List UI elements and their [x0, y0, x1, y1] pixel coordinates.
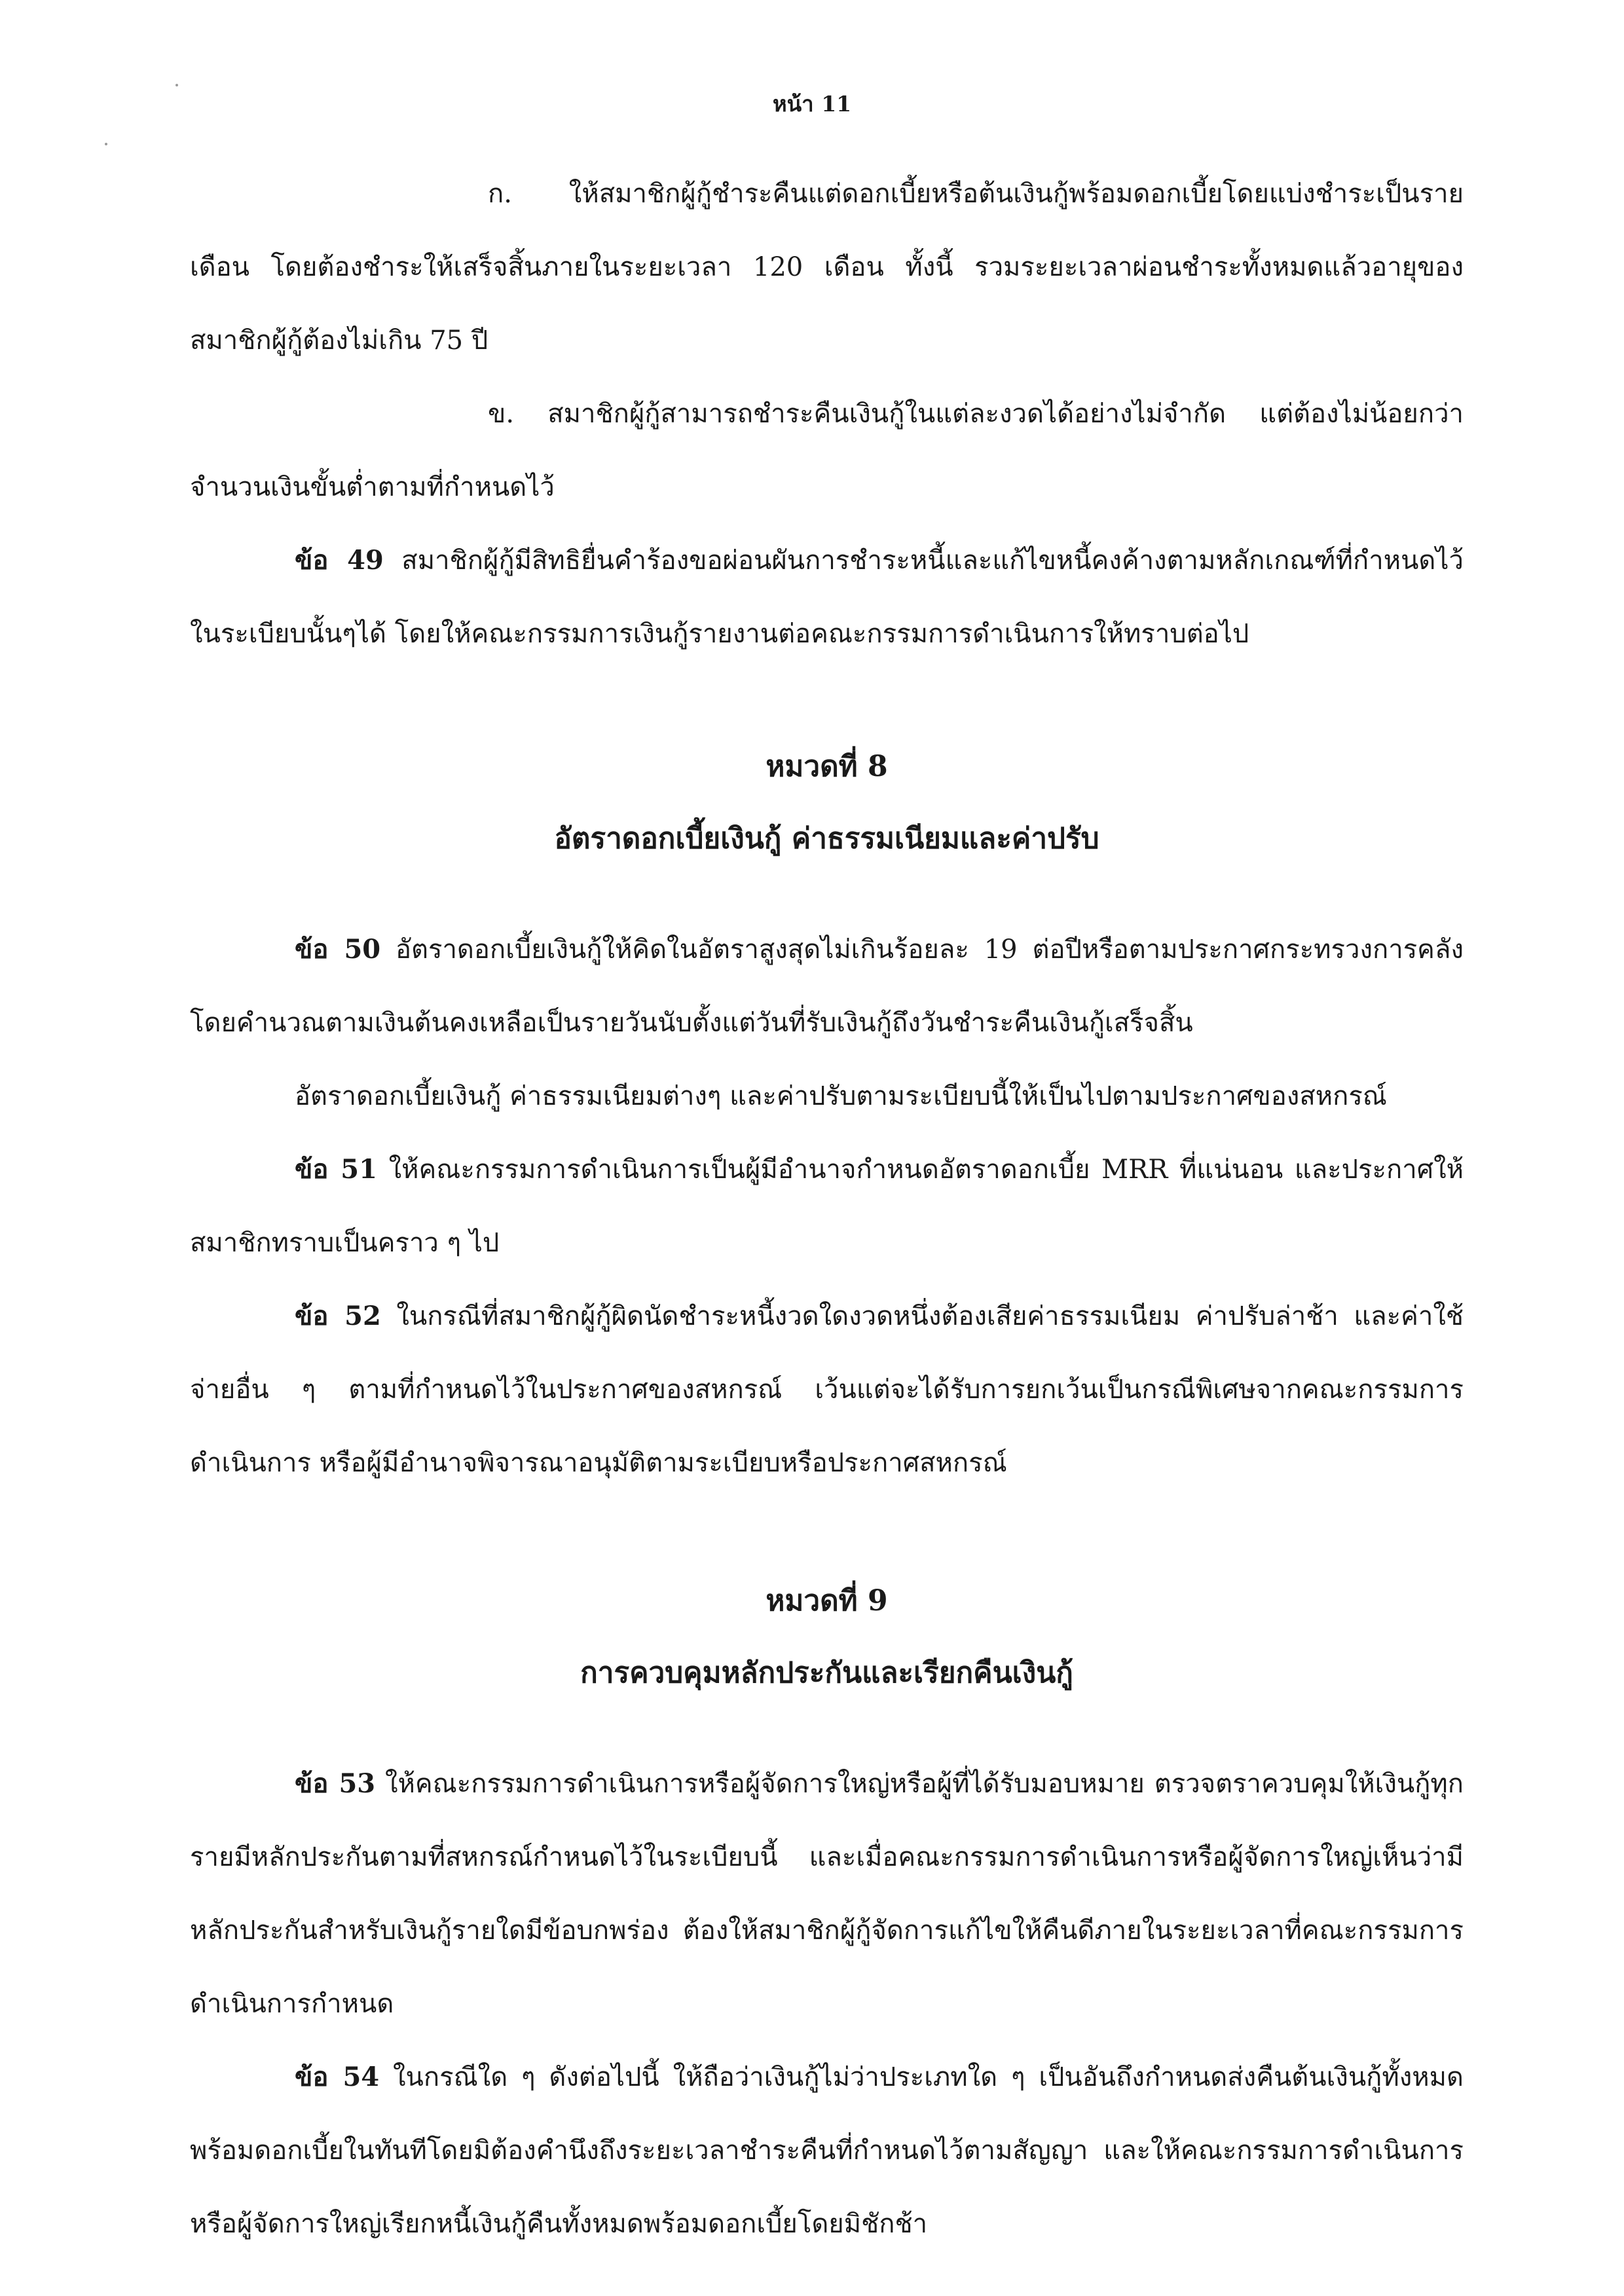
clause-54	[190, 2041, 1464, 2261]
clause-52	[190, 1280, 1464, 1500]
scan-speck	[175, 84, 178, 86]
clause-number: ข้อ 49	[295, 545, 384, 576]
scan-speck	[105, 143, 107, 145]
clause-number: ข้อ 54	[295, 2062, 380, 2092]
clause-number: ข้อ 52	[295, 1301, 381, 1331]
clause-text: ในกรณีที่สมาชิกผู้กู้ผิดนัดชำระหนี้งวดใดงวดหนึ่งต้องเสียค่าธรรมเนียม ค่าปรับล่าช้า และค่าใช้จ่ายอื่น ๆ ตามที่กำหนดไว้ในประกาศของสหกรณ์ เว้นแต่จะได้รับการยกเว้นเป็นกรณีพิเศษจากคณะกรรมการดำเนินการ หรือผู้มีอำนาจพิจารณาอนุมัติตามระเบียบหรือประกาศสหกรณ์	[190, 1301, 1464, 1478]
chapter-9-heading	[190, 1565, 1464, 1709]
clause-50	[190, 913, 1464, 1060]
interest-rate-paragraph: อัตราดอกเบี้ยเงินกู้ ค่าธรรมเนียมต่างๆ และค่าปรับตามระเบียบนี้ให้เป็นไปตามประกาศของสหกรณ์	[295, 1081, 1387, 1111]
clause-text: อัตราดอกเบี้ยเงินกู้ให้คิดในอัตราสูงสุดไม่เกินร้อยละ 19 ต่อปีหรือตามประกาศกระทรวงการคลัง โดยคำนวณตามเงินต้นคงเหลือเป็นรายวันนับตั้งแต่วันที่รับเงินกู้ถึงวันชำระคืนเงินกู้เสร็จสิ้น	[190, 935, 1464, 1038]
page-number: หน้า 11	[772, 91, 852, 117]
sub-item-ko: ก. ให้สมาชิกผู้กู้ชำระคืนแต่ดอกเบี้ยหรือต้นเงินกู้พร้อมดอกเบี้ยโดยแบ่งชำระเป็นรายเดือน โดยต้องชำระให้เสร็จสิ้นภายในระยะเวลา 120 เดือน ทั้งนี้ รวมระยะเวลาผ่อนชำระทั้งหมดแล้วอายุของสมาชิกผู้กู้ต้องไม่เกิน 75 ปี	[190, 179, 1464, 356]
chapter-title: หมวดที่ 9	[766, 1584, 888, 1618]
clause-49	[190, 524, 1464, 671]
chapter-title: หมวดที่ 8	[766, 750, 888, 783]
clause-51	[190, 1133, 1464, 1280]
sub-item-kho: ข. สมาชิกผู้กู้สามารถชำระคืนเงินกู้ในแต่ละงวดได้อย่างไม่จำกัด แต่ต้องไม่น้อยกว่าจำนวนเงินขั้นต่ำตามที่กำหนดไว้	[190, 399, 1464, 502]
clause-text: สมาชิกผู้กู้มีสิทธิยื่นคำร้องขอผ่อนผันการชำระหนี้และแก้ไขหนี้คงค้างตามหลักเกณฑ์ที่กำหนดไว้ในระเบียบนั้นๆได้ โดยให้คณะกรรมการเงินกู้รายงานต่อคณะกรรมการดำเนินการให้ทราบต่อไป	[190, 546, 1464, 649]
chapter-subtitle: การควบคุมหลักประกันและเรียกคืนเงินกู้	[580, 1656, 1073, 1690]
clause-text: ให้คณะกรรมการดำเนินการหรือผู้จัดการใหญ่หรือผู้ที่ได้รับมอบหมาย ตรวจตราควบคุมให้เงินกู้ทุกรายมีหลักประกันตามที่สหกรณ์กำหนดไว้ในระเบียบนี้ และเมื่อคณะกรรมการดำเนินการหรือผู้จัดการใหญ่เห็นว่ามีหลักประกันสำหรับเงินกู้รายใดมีข้อบกพร่อง ต้องให้สมาชิกผู้กู้จัดการแก้ไขให้คืนดีภายในระยะเวลาที่คณะกรรมการดำเนินการกำหนด	[190, 1769, 1464, 2019]
clause-number: ข้อ 50	[295, 934, 381, 965]
clause-text: ในกรณีใด ๆ ดังต่อไปนี้ ให้ถือว่าเงินกู้ไม่ว่าประเภทใด ๆ เป็นอันถึงกำหนดส่งคืนต้นเงินกู้ทั้งหมดพร้อมดอกเบี้ยในทันทีโดยมิต้องคำนึงถึงระยะเวลาชำระคืนที่กำหนดไว้ตามสัญญา และให้คณะกรรมการดำเนินการหรือผู้จัดการใหญ่เรียกหนี้เงินกู้คืนทั้งหมดพร้อมดอกเบี้ยโดยมิชักช้า	[190, 2062, 1464, 2239]
chapter-8-heading	[190, 731, 1464, 875]
document-body	[190, 157, 1464, 2261]
chapter-subtitle: อัตราดอกเบี้ยเงินกู้ ค่าธรรมเนียมและค่าปรับ	[554, 822, 1099, 855]
clause-number: ข้อ 53	[295, 1768, 376, 1799]
clause-number: ข้อ 51	[295, 1154, 377, 1185]
clause-53	[190, 1747, 1464, 2041]
clause-text: ให้คณะกรรมการดำเนินการเป็นผู้มีอำนาจกำหนดอัตราดอกเบี้ย MRR ที่แน่นอน และประกาศให้สมาชิกทราบเป็นคราว ๆ ไป	[190, 1155, 1464, 1258]
